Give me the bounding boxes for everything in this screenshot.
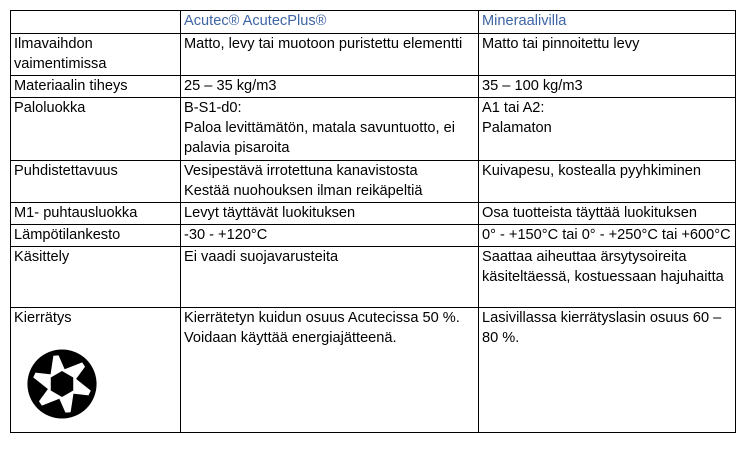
header-acutec: Acutec® AcutecPlus® xyxy=(181,11,479,34)
acutec-value: Matto, levy tai muotoon puristettu elementti xyxy=(181,34,479,76)
mineral-value: Lasivillassa kierrätyslasin osuus 60 – 80 %. xyxy=(479,308,736,433)
row-label: Ilmavaihdon vaimentimissa xyxy=(11,34,181,76)
row-label: Puhdistettavuus xyxy=(11,161,181,203)
table-row xyxy=(11,34,736,76)
mineral-value: Saattaa aiheuttaa ärsytysoireita käsiteltäessä, kostuessaan hajuhaitta xyxy=(479,247,736,308)
header-mineraalivilla: Mineraalivilla xyxy=(479,11,736,34)
header-cell-empty xyxy=(11,11,181,34)
acutec-value: -30 - +120°C xyxy=(181,225,479,247)
acutec-value: B-S1-d0: Paloa levittämätön, matala savuntuotto, ei palavia pisaroita xyxy=(181,98,479,161)
acutec-value: Kierrätetyn kuidun osuus Acutecissa 50 %. Voidaan käyttää energiajätteenä. xyxy=(181,308,479,433)
acutec-value: 25 – 35 kg/m3 xyxy=(181,76,479,98)
mineral-value: Matto tai pinnoitettu levy xyxy=(479,34,736,76)
row-label: Lämpötilankesto xyxy=(11,225,181,247)
row-label: Kierrätys xyxy=(14,310,72,326)
mineral-value: Osa tuotteista täyttää luokituksen xyxy=(479,203,736,225)
table-row xyxy=(11,225,736,247)
row-label: Paloluokka xyxy=(11,98,181,161)
table-row xyxy=(11,308,736,433)
mineral-value: 35 – 100 kg/m3 xyxy=(479,76,736,98)
table-row xyxy=(11,203,736,225)
mineral-value: 0° - +150°C tai 0° - +250°C tai +600°C xyxy=(479,225,736,247)
row-label: Käsittely xyxy=(11,247,181,308)
mineral-value: Kuivapesu, kostealla pyyhkiminen xyxy=(479,161,736,203)
table-row xyxy=(11,76,736,98)
acutec-value: Vesipestävä irrotettuna kanavistosta Kestää nuohouksen ilman reikäpeltiä xyxy=(181,161,479,203)
row-label: M1- puhtausluokka xyxy=(11,203,181,225)
mineral-value: A1 tai A2: Palamaton xyxy=(479,98,736,161)
row-label-cell xyxy=(11,308,181,433)
table-row xyxy=(11,98,736,161)
header-row xyxy=(11,11,736,34)
row-label: Materiaalin tiheys xyxy=(11,76,181,98)
table-row xyxy=(11,247,736,308)
acutec-value: Ei vaadi suojavarusteita xyxy=(181,247,479,308)
comparison-table xyxy=(10,10,736,433)
aperture-icon xyxy=(26,348,98,420)
table-row xyxy=(11,161,736,203)
acutec-value: Levyt täyttävät luokituksen xyxy=(181,203,479,225)
